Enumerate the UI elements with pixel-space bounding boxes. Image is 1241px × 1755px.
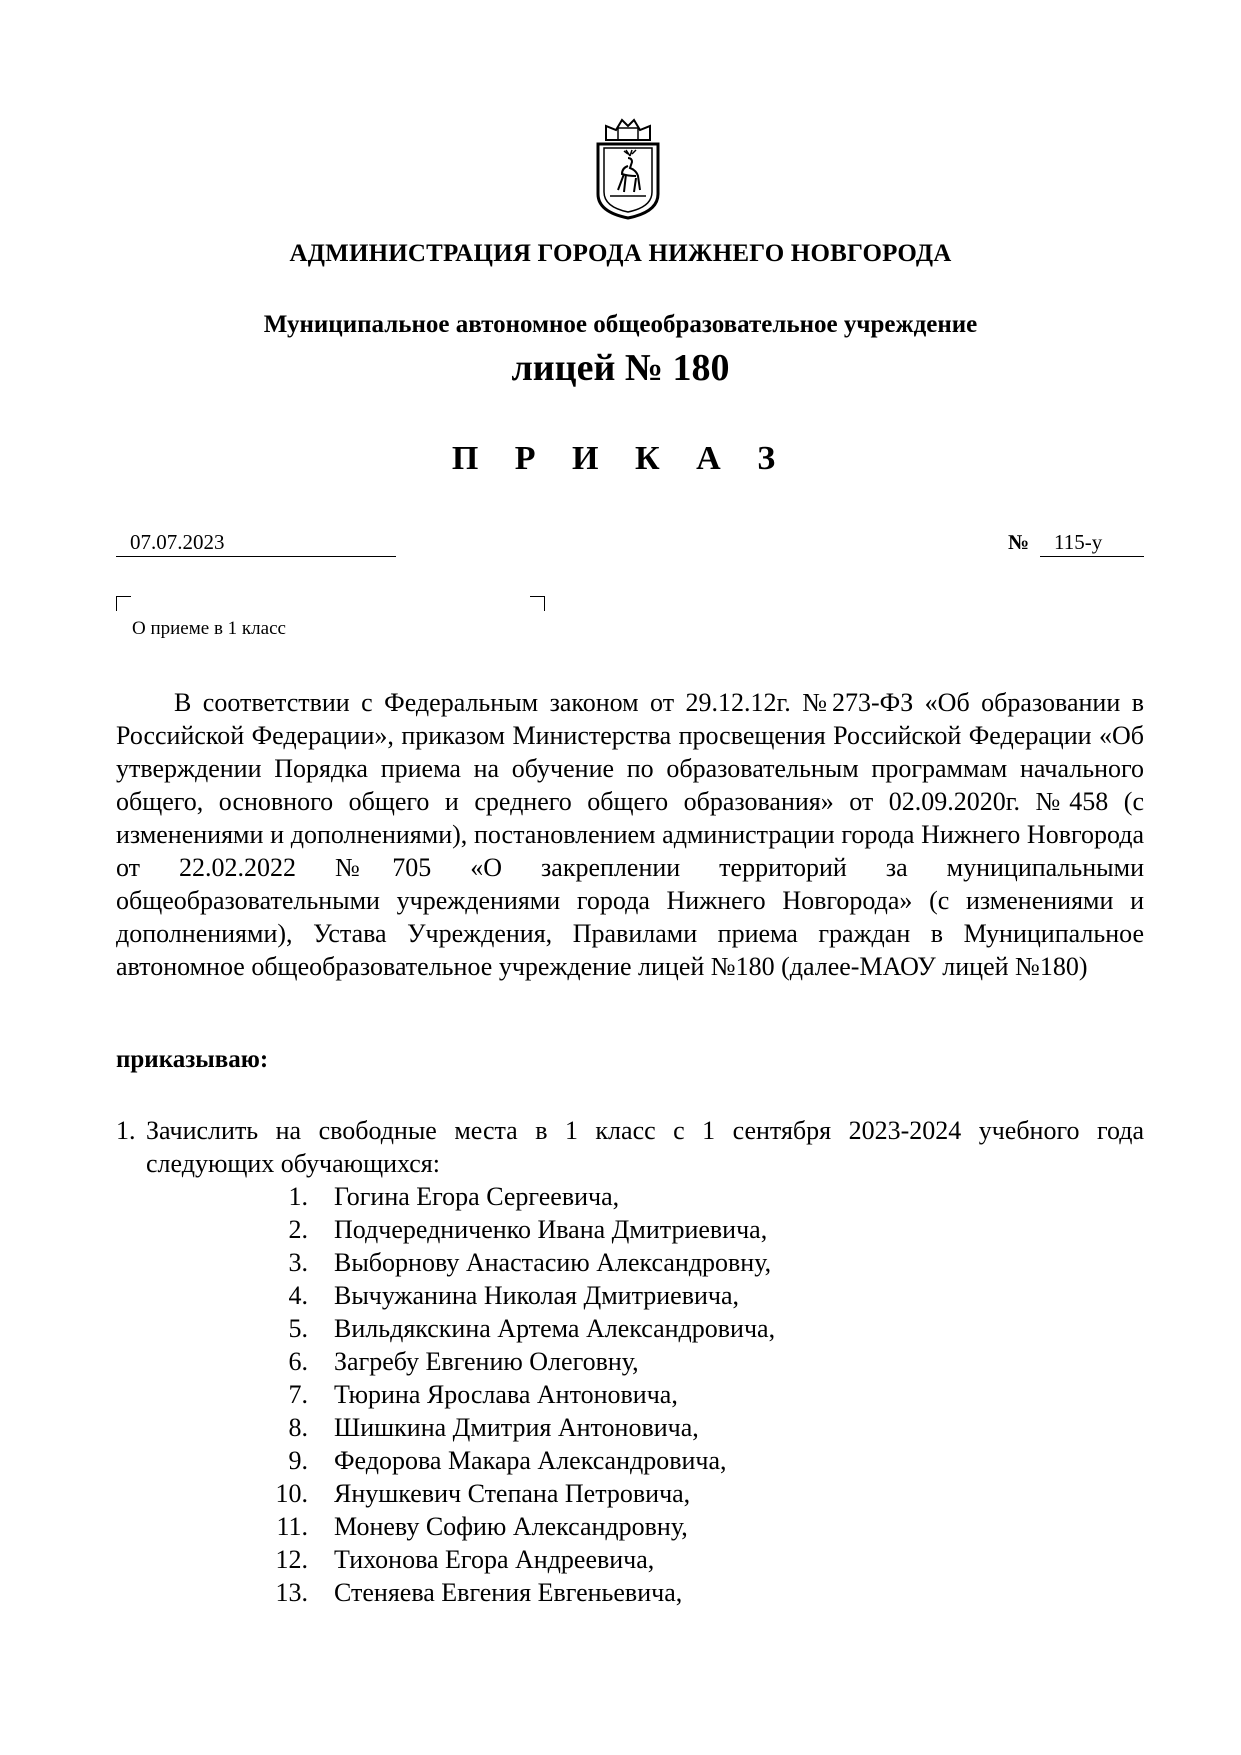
list-item-number: 13. xyxy=(275,1578,308,1607)
list-item xyxy=(250,1411,699,1444)
list-item xyxy=(250,1180,620,1213)
list-item xyxy=(250,1576,683,1609)
city-coat-of-arms-icon xyxy=(588,116,668,220)
list-item xyxy=(250,1345,639,1378)
student-name: Шишкина Дмитрия Антоновича, xyxy=(334,1413,699,1442)
institution-name: Муниципальное автономное общеобразовательное учреждение xyxy=(263,311,978,338)
order-subject: О приеме в 1 класс xyxy=(132,618,286,639)
subject-bracket-left xyxy=(116,596,131,611)
list-item xyxy=(250,1444,727,1477)
order-item-number: 1. xyxy=(116,1116,136,1145)
list-item xyxy=(250,1246,772,1279)
student-name: Подчередниченко Ивана Дмитриевича, xyxy=(334,1215,768,1244)
preamble-paragraph: В соответствии с Федеральным законом от 29.12.12г. №273-ФЗ «Об образовании в Российской Федерации», приказом Министерства просвещения Российской Федерации «Об утверждении Порядка приема на обучение по образовательным программам начального общего, основного общего и среднего общего образования» от 02.09.2020г. №458 (с изменениями и дополнениями), постановлением администрации города Нижнего Новгорода от 22.02.2022 №705 «О закреплении территорий за муниципальными общеобразовательными учреждениями города Нижнего Новгорода» (с изменениями и дополнениями), Устава Учреждения, Правилами приема граждан в Муниципальное автономное общеобразовательное учреждение лицей №180 (далее-МАОУ лицей №180) xyxy=(116,688,1144,981)
order-item xyxy=(116,1114,1144,1180)
list-item xyxy=(250,1213,768,1246)
student-list xyxy=(250,1180,776,1609)
list-item-number: 3. xyxy=(288,1248,308,1277)
administration-title: АДМИНИСТРАЦИЯ ГОРОДА НИЖНЕГО НОВГОРОДА xyxy=(289,240,952,267)
list-item-number: 8. xyxy=(288,1413,308,1442)
list-item-number: 7. xyxy=(288,1380,308,1409)
lyceum-name: лицей № 180 xyxy=(511,347,730,389)
order-date-field xyxy=(116,530,396,557)
order-item-text: Зачислить на свободные места в 1 класс с 1 сентября 2023-2024 учебного года следующих обучающихся: xyxy=(146,1116,1144,1178)
list-item-number: 11. xyxy=(276,1512,308,1541)
student-name: Гогина Егора Сергеевича, xyxy=(334,1182,620,1211)
document-type-title: П Р И К А З xyxy=(451,440,790,477)
list-item-number: 9. xyxy=(288,1446,308,1475)
list-item-number: 2. xyxy=(288,1215,308,1244)
list-item xyxy=(250,1279,740,1312)
student-name: Выборнову Анастасию Александровну, xyxy=(334,1248,772,1277)
order-number: 115-у xyxy=(1054,530,1103,554)
list-item xyxy=(250,1510,688,1543)
list-item xyxy=(250,1477,691,1510)
list-item-number: 10. xyxy=(275,1479,308,1508)
list-item xyxy=(250,1312,776,1345)
student-name: Янушкевич Степана Петровича, xyxy=(334,1479,691,1508)
student-name: Моневу Софию Александровну, xyxy=(334,1512,688,1541)
list-item-number: 4. xyxy=(288,1281,308,1310)
student-name: Загребу Евгению Олеговну, xyxy=(334,1347,639,1376)
order-directive: приказываю: xyxy=(116,1046,269,1073)
list-item-number: 5. xyxy=(288,1314,308,1343)
subject-bracket-right xyxy=(530,596,545,611)
student-name: Федорова Макара Александровича, xyxy=(334,1446,727,1475)
student-name: Вильдякскина Артема Александровича, xyxy=(334,1314,776,1343)
list-item-number: 12. xyxy=(275,1545,308,1574)
student-name: Вычужанина Николая Дмитриевича, xyxy=(334,1281,740,1310)
order-date: 07.07.2023 xyxy=(130,530,225,554)
order-number-field xyxy=(1040,530,1144,557)
student-name: Тюрина Ярослава Антоновича, xyxy=(334,1380,678,1409)
list-item xyxy=(250,1378,678,1411)
list-item-number: 6. xyxy=(288,1347,308,1376)
list-item xyxy=(250,1543,655,1576)
student-name: Стеняева Евгения Евгеньевича, xyxy=(334,1578,683,1607)
order-number-label: № xyxy=(1008,530,1030,554)
student-name: Тихонова Егора Андреевича, xyxy=(334,1545,655,1574)
list-item-number: 1. xyxy=(288,1182,308,1211)
